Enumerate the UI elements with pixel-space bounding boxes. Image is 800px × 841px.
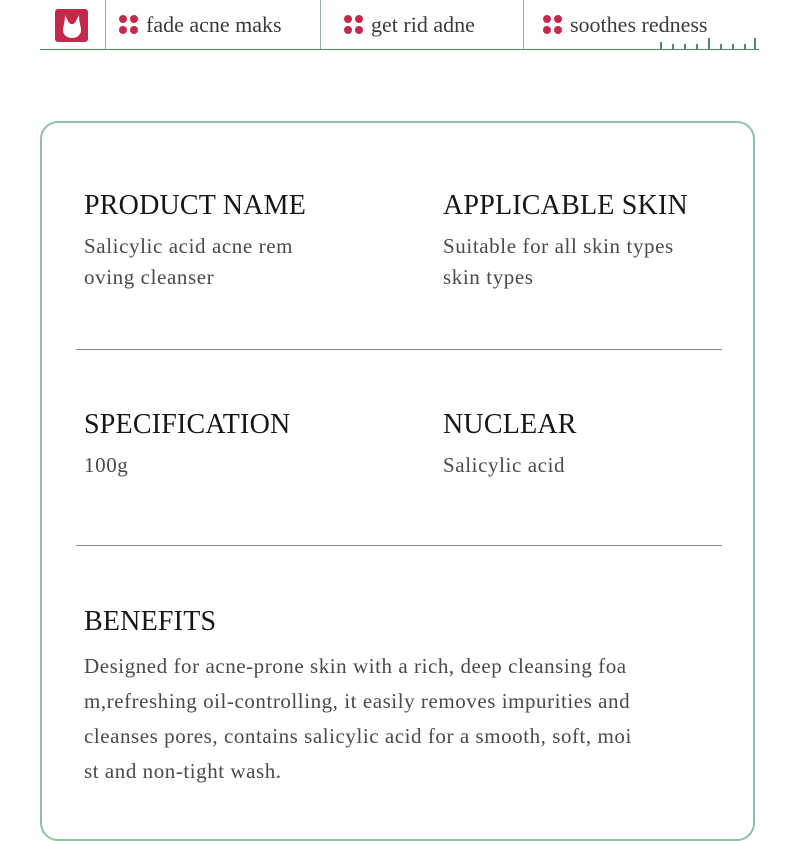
tag-label: soothes redness — [570, 11, 708, 37]
tag-label: fade acne maks — [146, 11, 282, 37]
benefits-text: Designed for acne-prone skin with a rich, deep cleansing foa m,refreshing oil-controlling, it easily removes impurities and cleanses pores, contains salicylic acid for a smooth, soft, moi st and non-tight wash. — [84, 654, 632, 783]
tag-divider — [320, 0, 321, 49]
dots-icon — [344, 15, 363, 34]
section-divider — [76, 545, 722, 546]
drop-logo-icon — [61, 13, 83, 39]
tag-divider — [105, 0, 106, 49]
dots-icon — [119, 15, 138, 34]
nuclear-value: Salicylic acid — [443, 453, 566, 477]
benefits-label: BENEFITS — [84, 606, 217, 637]
tag-divider — [523, 0, 524, 49]
specification-value: 100g — [84, 453, 129, 477]
section-divider — [76, 349, 722, 350]
brand-logo — [55, 9, 88, 42]
tag-get-rid-acne — [344, 0, 475, 49]
product-name-label: PRODUCT NAME — [84, 190, 307, 221]
tag-label: get rid adne — [371, 11, 475, 37]
ruler-decoration — [660, 36, 755, 49]
nuclear-label: NUCLEAR — [443, 409, 577, 440]
applicable-skin-label: APPLICABLE SKIN — [443, 190, 688, 221]
dots-icon — [543, 15, 562, 34]
applicable-skin-value: Suitable for all skin types skin types — [443, 234, 674, 289]
product-name-value: Salicylic acid acne rem oving cleanser — [84, 234, 294, 289]
tag-fade-acne — [119, 0, 282, 49]
feature-tag-bar — [40, 0, 759, 50]
specification-label: SPECIFICATION — [84, 409, 291, 440]
